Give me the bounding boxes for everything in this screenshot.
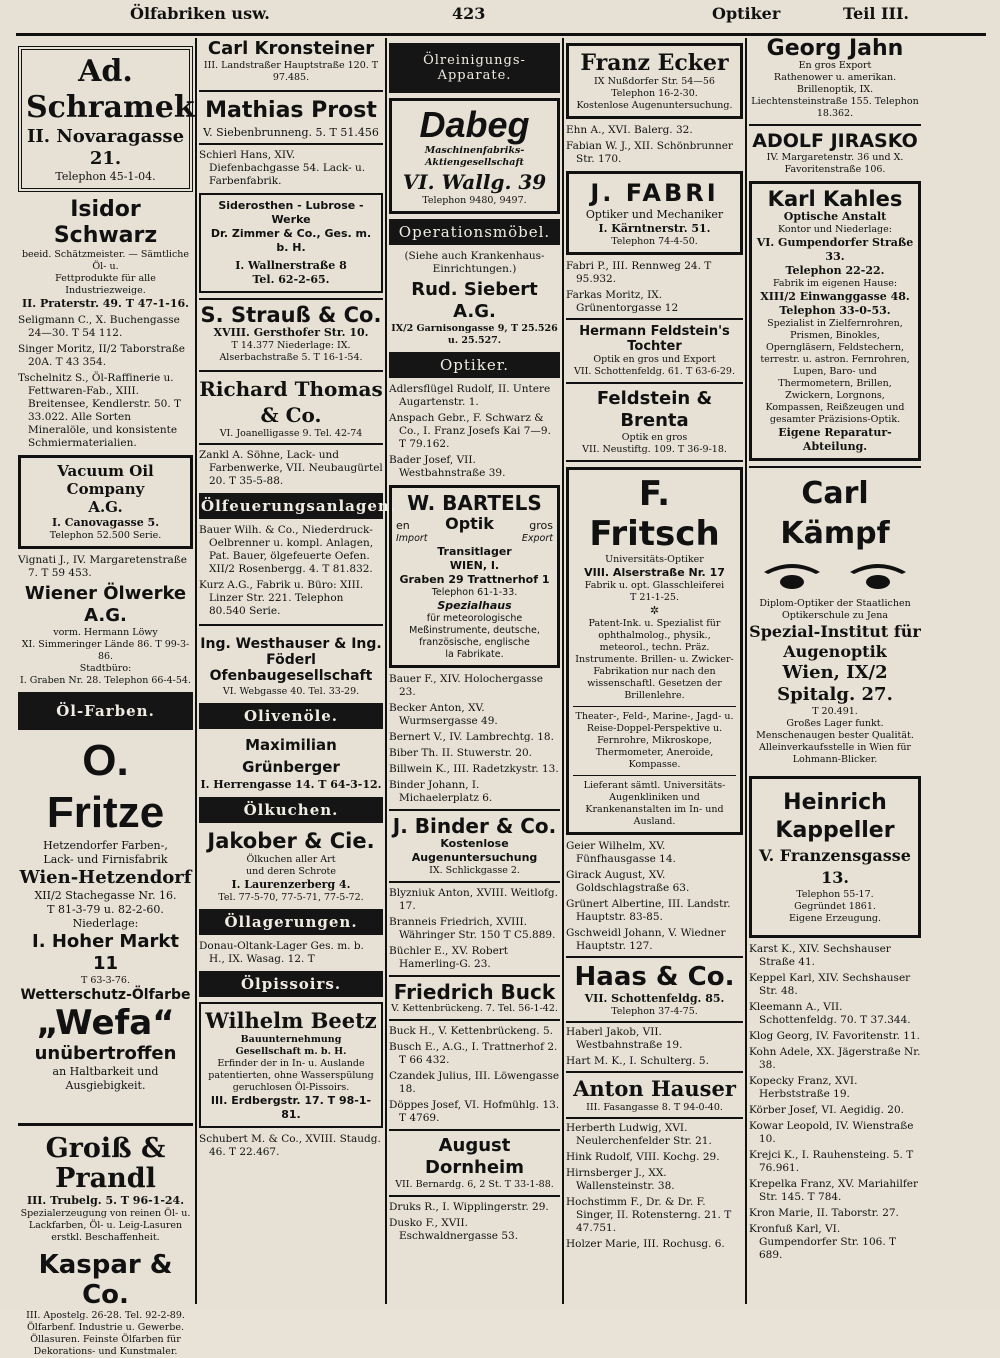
listing-entry: Geier Wilhelm, XV. Fünfhausgasse 14. bbox=[566, 840, 676, 865]
listing-entry: Fabian W. J., XII. Schönbrunner Str. 170. bbox=[566, 140, 733, 165]
ad-feldstein-tochter bbox=[566, 318, 743, 378]
listing-entry: (Siehe auch Krankenhaus-Einrichtungen.) bbox=[404, 250, 545, 275]
ad-wiener-olwerke bbox=[18, 583, 193, 687]
ad-text: für meteorologische Meßinstrumente, deutsche, französische, englische bbox=[409, 613, 540, 648]
ad-text: gros bbox=[529, 519, 553, 532]
ad-text: Kostenlose Augenuntersuchung bbox=[411, 837, 538, 864]
ad-text: en bbox=[396, 519, 410, 532]
ad-name: Kaspar & Co. bbox=[38, 1250, 173, 1310]
ad-gruenberger bbox=[199, 734, 383, 792]
ad-kronsteiner bbox=[199, 38, 383, 84]
ad-phone: Telephon 9480, 9497. bbox=[422, 195, 527, 206]
ad-name: Georg Jahn bbox=[766, 36, 904, 61]
ad-address: XVIII. Gersthofer Str. 10. bbox=[213, 326, 369, 339]
ad-text: Hetzendorfer Farben-, bbox=[43, 839, 168, 852]
ad-text: Optik en gros und Export bbox=[593, 354, 716, 365]
listing-entry: Bader Josef, VII. Westbahnstraße 39. bbox=[389, 454, 506, 479]
ad-text: Großes Lager funkt. Menschenaugen bester Qualität. bbox=[756, 718, 914, 741]
ad-schramek bbox=[18, 46, 193, 192]
ad-text: Spezial-Institut für Augenoptik bbox=[749, 622, 921, 661]
ad-text: Transitlager bbox=[437, 545, 512, 558]
ad-jakober bbox=[199, 828, 383, 904]
ad-address: II. Novaragasse 21. bbox=[26, 126, 185, 169]
section-heading: Öl-Farben. bbox=[18, 692, 193, 730]
ad-name: J. FABRI bbox=[590, 179, 719, 207]
listing-entry: Biber Th. II. Stuwerstr. 20. bbox=[389, 747, 533, 759]
ad-haas bbox=[566, 956, 743, 1018]
listing-entry: Kohn Adele, XX. Jägerstraße Nr. 38. bbox=[749, 1046, 921, 1071]
ad-name: Maximilian Grünberger bbox=[242, 736, 340, 776]
section-heading: Ölreinigungs-Apparate. bbox=[389, 43, 560, 93]
listing-entry: Hart M. K., I. Schulterg. 5. bbox=[566, 1055, 709, 1067]
ad-groiss-prandl bbox=[18, 1134, 193, 1244]
ad-address: IX/2 Garnisongasse 9, T 25.526 u. 25.527. bbox=[391, 323, 558, 346]
ad-name: Anton Hauser bbox=[573, 1076, 736, 1101]
listing-entry: Druks R., I. Wipplingerstr. 29. bbox=[389, 1201, 549, 1213]
ad-name: O. Fritze bbox=[46, 736, 165, 837]
listing-entry: Vignati J., IV. Margaretenstraße 7. T 59 453. bbox=[18, 554, 187, 579]
ad-brand: „Wefa“ bbox=[36, 1003, 175, 1043]
ad-address: VI. Wallg. 39 bbox=[402, 170, 547, 194]
listing-entry: Klog Georg, IV. Favoritenstr. 11. bbox=[749, 1030, 920, 1042]
ad-phone: T 63-3-76. bbox=[80, 975, 131, 986]
ad-address: III. Landstraßer Hauptstraße 120. T 97.485. bbox=[203, 60, 379, 83]
ad-kaspar bbox=[18, 1250, 193, 1358]
ad-name: Groiß & Prandl bbox=[45, 1133, 166, 1194]
ad-text: Stadtbüro: bbox=[79, 663, 132, 674]
ad-text: beeid. Schätzmeister. — Sämtliche Öl- u. bbox=[21, 249, 190, 272]
ad-thomas bbox=[199, 370, 383, 440]
listing-entry: Tschelnitz S., Öl-Raffinerie u. Fettwaren-Fab., XIII. Breitensee, Kendlerstr. 50. T 33.022. Alle Sorten Mineralöle, und konsistente Schmiermaterialien. bbox=[18, 372, 182, 449]
ad-name: Richard Thomas & Co. bbox=[199, 377, 383, 427]
ad-text: Eigene Reparatur-Abteilung. bbox=[778, 426, 892, 453]
ad-text: Import bbox=[396, 533, 428, 544]
ad-name: Dabeg bbox=[419, 104, 530, 145]
ad-text: Gegründet 1861. bbox=[794, 901, 876, 912]
ad-address: Graben 29 Trattnerhof 1 bbox=[399, 573, 550, 586]
listing-entry: Bernert V., IV. Lambrechtg. 18. bbox=[389, 731, 554, 743]
ad-phone: Telephon 52.500 Serie. bbox=[49, 530, 162, 541]
section-heading: Olivenöle. bbox=[199, 703, 383, 729]
ad-phone: Telephon 55-17. bbox=[796, 889, 874, 900]
ad-ecker bbox=[566, 43, 743, 119]
ad-address: III. Trubelg. 5. T 96-1-24. bbox=[26, 1194, 185, 1207]
ad-text: Alleinverkaufsstelle in Wien für Lohmann-Blicker. bbox=[759, 742, 911, 765]
section-heading: Operationsmöbel. bbox=[389, 219, 560, 245]
ad-phone: Telephon 37-4-75. bbox=[611, 1006, 698, 1017]
listing-entry: Binder Johann, I. Michaelerplatz 6. bbox=[389, 779, 493, 804]
listing-entry: Kurz A.G., Fabrik u. Büro: XIII. Linzer Str. 221. Telephon 80.540 Serie. bbox=[199, 579, 364, 617]
ad-name: Dr. Zimmer & Co., Ges. m. b. H. bbox=[210, 227, 372, 254]
ad-text: Wien-Hetzendorf bbox=[19, 867, 192, 888]
listing-entry: Donau-Oltank-Lager Ges. m. b. H., IX. Wasag. 12. T bbox=[199, 940, 364, 965]
ad-name: S. Strauß & Co. bbox=[200, 303, 382, 327]
listing-entry: Hirnsberger J., XX. Wallensteinstr. 38. bbox=[566, 1167, 675, 1192]
ad-jirasko bbox=[749, 124, 921, 176]
ad-address: I. Laurenzerberg 4. bbox=[231, 878, 351, 891]
section-heading: Ölpissoirs. bbox=[199, 971, 383, 997]
ad-fabri bbox=[566, 171, 743, 255]
column-1 bbox=[18, 38, 195, 1357]
listing-entry: Kowar Leopold, IV. Wienstraße 10. bbox=[749, 1120, 914, 1145]
listing-entry: Haberl Jakob, VII. Westbahnstraße 19. bbox=[566, 1021, 743, 1052]
ad-text: En gros Export bbox=[798, 60, 872, 71]
running-head-part: Teil III. bbox=[843, 4, 909, 23]
ad-kaempf bbox=[749, 466, 921, 766]
ad-text: la Fabrikate. bbox=[445, 649, 504, 660]
ad-name: Vacuum Oil Company bbox=[57, 462, 154, 498]
ad-name: Ing. Westhauser & Ing. Föderl bbox=[200, 636, 382, 668]
ad-address: Wien, IX/2 Spitalg. 27. bbox=[777, 662, 893, 705]
ad-address: VII. Schottenfeldg. 85. bbox=[584, 992, 725, 1005]
listing-entry: Kron Marie, II. Taborstr. 27. bbox=[749, 1207, 899, 1219]
ad-address: VI. Gumpendorfer Straße 33. bbox=[756, 236, 914, 263]
ad-address: V. Siebenbrunneng. 5. T 51.456 bbox=[203, 126, 379, 139]
listing-entry: Büchler E., XV. Robert Hamerling-G. 23. bbox=[389, 945, 509, 970]
ad-text: Niederlage: bbox=[72, 917, 139, 930]
listing-entry: Hochstimm F., Dr. & Dr. F. Singer, II. Rotensterng. 21. T 47.751. bbox=[566, 1196, 732, 1234]
ornament-icon: ✲ bbox=[649, 604, 660, 617]
eye-icon bbox=[762, 562, 822, 590]
ad-phone: Telephon 16-2-30. bbox=[611, 88, 698, 99]
ad-address: IV. Margaretenstr. 36 und X. Favoritenstraße 106. bbox=[766, 152, 904, 175]
ad-name: Siderosthen - Lubrose - Werke bbox=[218, 199, 364, 226]
ad-text: Optiker und Mechaniker bbox=[585, 208, 724, 221]
ad-address: I. Graben Nr. 28. Telephon 66-4-54. bbox=[19, 675, 191, 686]
ad-text: Kontor und Niederlage: bbox=[778, 224, 892, 235]
ad-name: W. BARTELS bbox=[407, 491, 542, 515]
listing-entry: Krejci K., I. Rauhensteing. 5. T 76.961. bbox=[749, 1149, 914, 1174]
ad-name: Hermann Feldstein's Tochter bbox=[579, 324, 730, 354]
column-4 bbox=[566, 38, 743, 1304]
ad-text: Spezialhaus bbox=[437, 599, 512, 612]
running-head-left: Ölfabriken usw. bbox=[130, 4, 270, 23]
ad-text: Export bbox=[521, 533, 553, 544]
ad-text: Ölkuchen aller Art bbox=[246, 854, 336, 865]
listing-entry: Dusko F., XVII. Eschwaldnergasse 53. bbox=[389, 1217, 519, 1242]
ad-name: Rud. Siebert A.G. bbox=[411, 279, 538, 322]
ad-text: Universitäts-Optiker bbox=[605, 554, 704, 565]
ad-address: VI. Joanelligasse 9. Tel. 42-74 bbox=[219, 428, 363, 439]
ad-jahn bbox=[749, 38, 921, 120]
ad-name: Jakober & Cie. bbox=[207, 829, 375, 853]
ad-phone: T 81-3-79 u. 82-2-60. bbox=[47, 903, 164, 916]
listing-entry: Holzer Marie, III. Rochusg. 6. bbox=[566, 1238, 725, 1250]
ad-dornheim bbox=[389, 1129, 560, 1197]
ad-address: IX Nußdorfer Str. 54—56 bbox=[594, 76, 715, 87]
ad-text: Eigene Erzeugung. bbox=[788, 913, 882, 924]
ad-text: vorm. Hermann Löwy bbox=[53, 627, 158, 638]
section-heading: Ölkuchen. bbox=[199, 797, 383, 823]
listing-entry: Grünert Albertine, III. Landstr. Hauptstr. 83-85. bbox=[566, 898, 731, 923]
ad-prost bbox=[199, 90, 383, 140]
listing-entry: Adlersflügel Rudolf, II. Untere Augartenstr. 1. bbox=[389, 383, 551, 408]
ad-name: F. Fritsch bbox=[589, 474, 720, 554]
ad-name: J. Binder & Co. bbox=[392, 814, 557, 838]
section-heading: Ölfeuerungsanlagen. bbox=[199, 493, 383, 519]
ad-siderosthen bbox=[199, 193, 383, 293]
ad-text: Erfinder der in In- u. Auslande patentierten, ohne Wasserspülung geruchlosen Öl-Pissoirs. bbox=[208, 1058, 374, 1093]
ad-kappeller bbox=[749, 776, 921, 938]
column-2 bbox=[199, 38, 397, 1304]
ad-name: Mathias Prost bbox=[205, 98, 377, 123]
ad-address: I. Canovagasse 5. bbox=[51, 516, 160, 529]
ad-phone: Telephon 61-1-33. bbox=[431, 587, 518, 598]
ad-strauss bbox=[199, 298, 383, 364]
eye-icon bbox=[848, 562, 908, 590]
listing-entry: Bauer F., XIV. Holochergasse 23. bbox=[389, 673, 544, 698]
ad-name: Isidor Schwarz bbox=[53, 197, 158, 248]
listing-entry: Farkas Moritz, IX. Grünentorgasse 12 bbox=[566, 289, 679, 314]
listing-entry: Blyzniuk Anton, XVIII. Weitlofg. 17. bbox=[389, 887, 558, 912]
column-rule bbox=[195, 38, 197, 1304]
ad-name: Friedrich Buck bbox=[393, 980, 556, 1004]
ad-name: Ad. Schramek bbox=[26, 54, 195, 125]
ad-name: Wilhelm Beetz bbox=[205, 1008, 377, 1033]
listing-entry: Seligmann C., X. Buchengasse 24—30. T 54 112. bbox=[18, 314, 180, 339]
ad-address: VIII. Alserstraße Nr. 17 bbox=[584, 566, 725, 579]
ad-text: Patent-Ink. u. Spezialist für ophthalmolog., physik., meteorol., techn. Präz. Instrumente. Brillen- u. Zwicker-Fabrikation nur nach den wissenschaftl. Gesetzen der Brillenlehre. bbox=[575, 618, 734, 701]
ad-address: XII/2 Stachegasse Nr. 16. bbox=[34, 889, 177, 902]
ad-text: Optische Anstalt bbox=[783, 210, 887, 223]
ad-address: XIII/2 Einwanggasse 48. bbox=[760, 290, 910, 303]
ad-text: Bauunternehmung bbox=[240, 1034, 342, 1045]
ad-bartels bbox=[389, 485, 560, 668]
ad-fritsch bbox=[566, 467, 743, 835]
ad-address: WIEN, I. bbox=[449, 559, 500, 572]
ad-vacuum-oil bbox=[18, 455, 193, 549]
ad-text: Kostenlose Augenuntersuchung. bbox=[576, 100, 733, 111]
ad-address: IX. Schlickgasse 2. bbox=[429, 865, 520, 876]
column-rule bbox=[385, 38, 387, 1304]
ad-name: Carl Kronsteiner bbox=[207, 38, 375, 59]
ad-address: I. Wallnerstraße 8 bbox=[235, 259, 347, 272]
ad-feldstein-brenta bbox=[566, 382, 743, 462]
ad-name: Ofenbaugesellschaft bbox=[209, 668, 373, 684]
ad-address: VII. Neustiftg. 109. T 36-9-18. bbox=[582, 444, 727, 455]
ad-text: Spezialerzeugung von reinen Öl- u. Lackfarben, Öl- u. Leig-Lasuren erstkl. Beschaffenheit. bbox=[20, 1208, 191, 1243]
column-rule bbox=[745, 38, 747, 1304]
listing-entry: Ehn A., XVI. Balerg. 32. bbox=[566, 124, 693, 136]
ad-address: III. Fasangasse 8. T 94-0-40. bbox=[586, 1102, 723, 1113]
ad-phone: Telephon 74-4-50. bbox=[611, 236, 698, 247]
ad-siebert bbox=[389, 279, 560, 347]
ad-name: Haas & Co. bbox=[574, 962, 735, 992]
ad-text: III. Apostelg. 26-28. Tel. 92-2-89. Ölfarbenf. Industrie u. Gewerbe. Öllasuren. Feinste Ölfarben für Dekorations- und Kunstmaler. bbox=[26, 1310, 185, 1357]
ad-address: VI. Webgasse 40. Tel. 33-29. bbox=[222, 686, 360, 697]
ad-beetz bbox=[199, 1002, 383, 1128]
ad-phone: Telephon 33-0-53. bbox=[779, 304, 891, 317]
ad-address: I. Kärntnerstr. 51. bbox=[598, 222, 711, 235]
ad-phone: Tel. 62-2-65. bbox=[252, 273, 330, 286]
ad-address: I. Herrengasse 14. T 64-3-12. bbox=[200, 778, 382, 791]
listing-entry: Döppes Josef, VI. Hofmühlg. 13. T 4769. bbox=[389, 1099, 560, 1124]
listing-entry: Fabri P., III. Rennweg 24. T 95.932. bbox=[566, 260, 712, 285]
ad-fritze bbox=[18, 735, 193, 1093]
listing-entry: Buck H., V. Kettenbrückeng. 5. bbox=[389, 1025, 553, 1037]
ad-text: Rathenower u. amerikan. Brillenoptik, IX. Liechtensteinstraße 155. Telephon 18.362. bbox=[751, 72, 919, 119]
ad-text: Maschinenfabriks- bbox=[424, 145, 525, 156]
ad-text: T 14.377 Niederlage: IX. Alserbachstraße 5. T 16-1-54. bbox=[219, 340, 363, 363]
ad-phone: Telephon 45-1-04. bbox=[55, 170, 156, 183]
listing-entry: Kopecky Franz, XVI. Herbststraße 19. bbox=[749, 1075, 858, 1100]
ad-name: Carl Kämpf bbox=[780, 476, 890, 551]
listing-entry: Billwein K., III. Radetzkystr. 13. bbox=[389, 763, 559, 775]
ad-text: Ausgiebigkeit. bbox=[65, 1079, 146, 1092]
ad-text: Fabrik u. opt. Glasschleiferei bbox=[584, 580, 725, 591]
section-heading: Öllagerungen. bbox=[199, 909, 383, 935]
ad-text: unübertroffen bbox=[34, 1043, 177, 1064]
ad-name: A.G. bbox=[88, 498, 123, 516]
ad-phone: T 21-1-25. bbox=[629, 592, 680, 603]
listing-entry: Girack August, XV. Goldschlagstraße 63. bbox=[566, 869, 690, 894]
column-3 bbox=[389, 38, 560, 1304]
ad-westhauser bbox=[199, 624, 383, 698]
eyes-icon bbox=[749, 562, 921, 590]
ad-address: I. Hoher Markt 11 bbox=[32, 931, 179, 974]
listing-entry: Singer Moritz, II/2 Taborstraße 20A. T 43 354. bbox=[18, 343, 185, 368]
listing-entry: Herberth Ludwig, XVI. Neulerchenfelder Str. 21. bbox=[566, 1122, 712, 1147]
ad-buck bbox=[389, 975, 560, 1021]
listing-entry: Hink Rudolf, VIII. Kochg. 29. bbox=[566, 1151, 720, 1163]
ad-address: V. Kettenbrückeng. 7. Tel. 56-1-42. bbox=[391, 1003, 558, 1014]
ad-schwarz bbox=[18, 197, 193, 311]
listing-entry: Kronfuß Karl, VI. Gumpendorfer Str. 106. T 689. bbox=[749, 1223, 896, 1261]
ad-address: III. Erdbergstr. 17. T 98-1-81. bbox=[210, 1094, 372, 1121]
ad-binder bbox=[389, 809, 560, 883]
ad-phone: Tel. 77-5-70, 77-5-71, 77-5-72. bbox=[218, 892, 364, 903]
ad-address: VII. Bernardg. 6, 2 St. T 33-1-88. bbox=[395, 1179, 554, 1190]
ad-text: Spezialist in Zielfernrohren, Prismen, Binokles, Operngläsern, Feldstechern, terrestr. u. astron. Fernrohren, Lupen, Baro- und Thermometern, Brillen, Zwickern, Lorgnons, Kompassen, Reißzeugen und gesamter Präzisions-Optik. bbox=[760, 318, 910, 425]
ad-address: VII. Schottenfeldg. 61. T 63-6-29. bbox=[574, 366, 735, 377]
ad-name: Wiener Ölwerke A.G. bbox=[24, 583, 187, 626]
listing-entry: Busch E., A.G., I. Trattnerhof 2. T 66 432. bbox=[389, 1041, 558, 1066]
listing-entry: Karst K., XIV. Sechshauser Straße 41. bbox=[749, 943, 891, 968]
listing-entry: Zankl A. Söhne, Lack- und Farbenwerke, VII. Neubaugürtel 20. T 35-5-88. bbox=[199, 443, 383, 488]
listing-entry: Schierl Hans, XIV. Diefenbachgasse 54. Lack- u. Farbenfabrik. bbox=[199, 143, 383, 188]
ad-dabeg bbox=[389, 98, 560, 214]
ad-text: an Haltbarkeit und bbox=[52, 1065, 159, 1078]
section-heading: Optiker. bbox=[389, 352, 560, 378]
ad-text: Fabrik im eigenen Hause: bbox=[772, 278, 898, 289]
page-number: 423 bbox=[452, 4, 486, 23]
listing-entry: Körber Josef, VI. Aegidig. 20. bbox=[749, 1104, 904, 1116]
ad-name: Feldstein & Brenta bbox=[596, 388, 713, 431]
ad-text: und deren Schrote bbox=[246, 866, 336, 877]
ad-kahles bbox=[749, 181, 921, 461]
listing-entry: Anspach Gebr., F. Schwarz & Co., I. Franz Josefs Kai 7—9. T 79.162. bbox=[389, 412, 551, 450]
listing-entry: Gschweidl Johann, V. Wiedner Hauptstr. 127. bbox=[566, 927, 726, 952]
ad-text: Optik en gros bbox=[621, 432, 688, 443]
ad-address: II. Praterstr. 49. T 47-1-16. bbox=[22, 297, 189, 310]
listing-entry: Branneis Friedrich, XVIII. Währinger Str. 150 T C5.889. bbox=[389, 916, 556, 941]
listing-entry: Czandek Julius, III. Löwengasse 18. bbox=[389, 1070, 560, 1095]
listing-entry: Kleemann A., VII. Schottenfeldg. 70. T 37.344. bbox=[749, 1001, 911, 1026]
column-5 bbox=[749, 38, 921, 1304]
ad-address: V. Franzensgasse 13. bbox=[759, 846, 911, 887]
listing-entry: Becker Anton, XV. Wurmsergasse 49. bbox=[389, 702, 498, 727]
ad-name: August Dornheim bbox=[425, 1135, 524, 1178]
ad-text: Wetterschutz-Ölfarbe bbox=[20, 987, 191, 1003]
column-rule bbox=[562, 38, 564, 1304]
listing-entry: Schubert M. & Co., XVIII. Staudg. 46. T 22.467. bbox=[199, 1133, 381, 1158]
ad-text: Gesellschaft m. b. H. bbox=[235, 1046, 347, 1057]
ad-text: Theater-, Feld-, Marine-, Jagd- u. Reise-Doppel-Perspektive u. Fernrohre, Mikroskope, Thermometer, Aneroide, Kompasse. bbox=[575, 711, 734, 770]
ad-text: Diplom-Optiker der Staatlichen Optikerschule zu Jena bbox=[759, 598, 911, 621]
ad-name: ADOLF JIRASKO bbox=[752, 130, 918, 152]
ad-text: Fettprodukte für alle Industriezweige. bbox=[55, 273, 156, 296]
ad-phone: T 20.491. bbox=[812, 706, 858, 717]
ad-text: Lack- und Firnisfabrik bbox=[43, 853, 168, 866]
ad-name: Karl Kahles bbox=[767, 187, 903, 211]
ad-text: Aktiengesellschaft bbox=[425, 157, 524, 168]
listing-entry: Krepelka Franz, XV. Mariahilfer Str. 145. T 784. bbox=[749, 1178, 919, 1203]
running-head-section: Optiker bbox=[712, 4, 781, 23]
listing-entry: Bauer Wilh. & Co., Niederdruck-Oelbrenner u. kompl. Anlagen, Pat. Bauer, ölgefeuerte Oefen. XII/2 Rosenbergg. 4. T 81.832. bbox=[199, 524, 374, 575]
ad-text: Lieferant sämtl. Universitäts-Augenkliniken und Krankenanstalten im In- und Ausland. bbox=[583, 780, 726, 827]
ad-phone: Telephon 22-22. bbox=[785, 264, 885, 277]
ad-text: Optik bbox=[445, 514, 494, 533]
listing-entry: Keppel Karl, XIV. Sechshauser Str. 48. bbox=[749, 972, 911, 997]
ad-hauser bbox=[566, 1071, 743, 1119]
ad-name: Heinrich Kappeller bbox=[775, 790, 895, 843]
ad-name: Franz Ecker bbox=[580, 50, 729, 76]
ad-address: XI. Simmeringer Lände 86. T 99-3-86. bbox=[21, 639, 190, 662]
